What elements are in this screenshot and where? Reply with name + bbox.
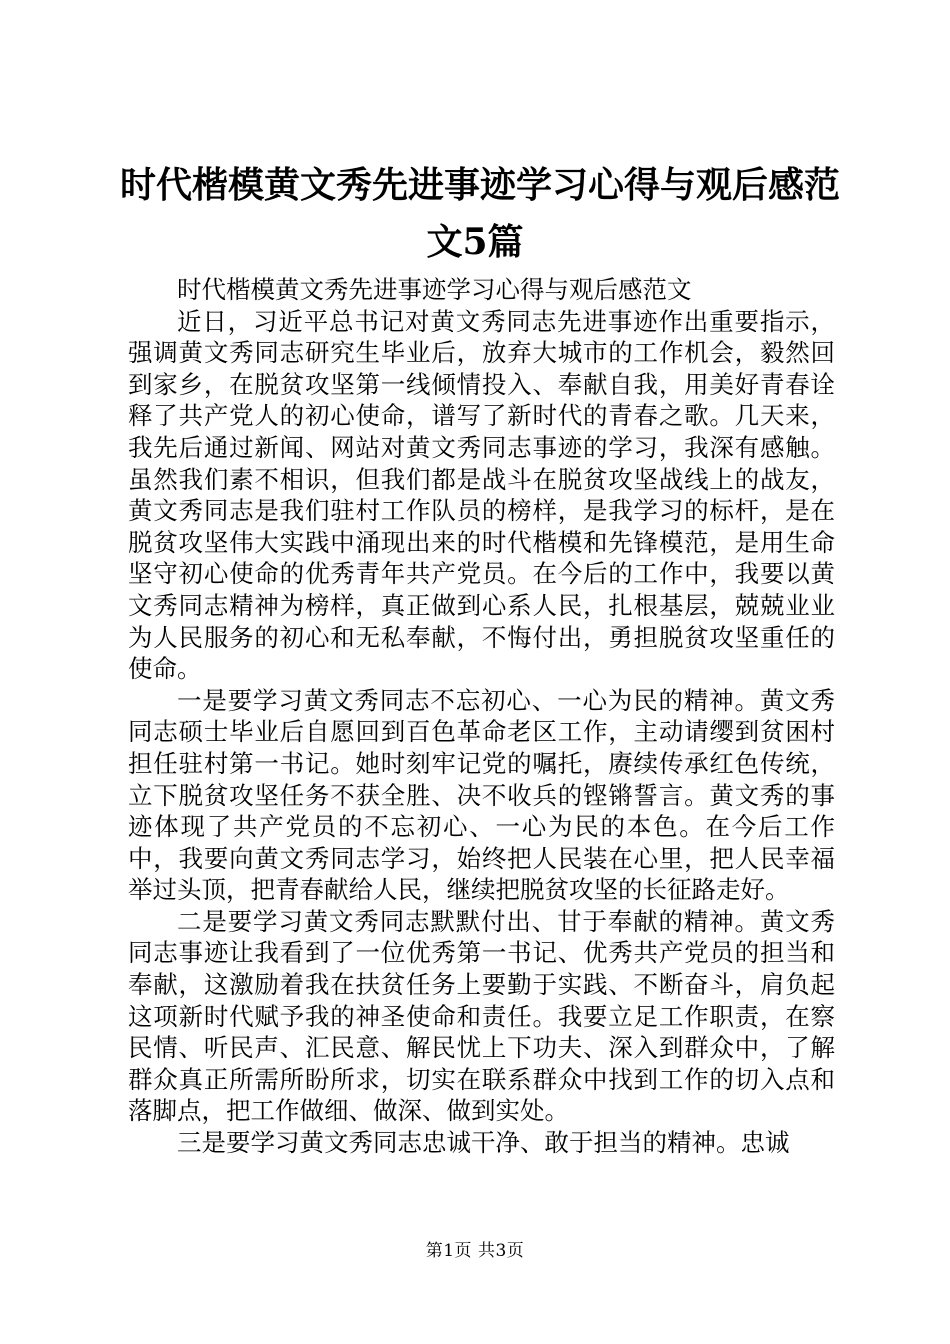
body-paragraph-intro: 近日，习近平总书记对黄文秀同志先进事迹作出重要指示，强调黄文秀同志研究生毕业后，放弃大城市的工作机会，毅然回到家乡，在脱贫攻坚第一线倾情投入、奉献自我，用美好青春诠释了共产党人的初心使命，谱写了新时代的青春之歌。几天来，我先后通过新闻、网站对黄文秀同志事迹的学习，我深有感触。虽然我们素不相识，但我们都是战斗在脱贫攻坚战线上的战友，黄文秀同志是我们驻村工作队员的榜样，是我学习的标杆，是在脱贫攻坚伟大实践中涌现出来的时代楷模和先锋模范，是用生命坚守初心使命的优秀青年共产党员。在今后的工作中，我要以黄文秀同志精神为榜样，真正做到心系人民，扎根基层，兢兢业业为人民服务的初心和无私奉献，不悔付出，勇担脱贫攻坚重任的使命。	[128, 306, 835, 684]
page-number-footer: 第1页 共3页	[425, 1241, 525, 1261]
body-paragraph-point-2: 二是要学习黄文秀同志默默付出、甘于奉献的精神。黄文秀同志事迹让我看到了一位优秀第一书记、优秀共产党员的担当和奉献，这激励着我在扶贫任务上要勤于实践、不断奋斗，肩负起这项新时代赋予我的神圣使命和责任。我要立足工作职责，在察民情、听民声、汇民意、解民忧上下功夫、深入到群众中，了解群众真正所需所盼所求，切实在联系群众中找到工作的切入点和落脚点，把工作做细、做深、做到实处。	[128, 906, 835, 1126]
body-paragraph-point-3: 三是要学习黄文秀同志忠诚干净、敢于担当的精神。忠诚	[177, 1128, 790, 1158]
document-title-line-2: 文5篇	[426, 221, 524, 263]
document-body	[128, 274, 835, 1159]
document-title-line-1: 时代楷模黄文秀先进事迹学习心得与观后感范	[120, 164, 841, 206]
subtitle-paragraph: 时代楷模黄文秀先进事迹学习心得与观后感范文	[177, 275, 692, 304]
body-paragraph-point-1: 一是要学习黄文秀同志不忘初心、一心为民的精神。黄文秀同志硕士毕业后自愿回到百色革命老区工作，主动请缨到贫困村担任驻村第一书记。她时刻牢记党的嘱托，赓续传承红色传统，立下脱贫攻坚任务不获全胜、决不收兵的铿锵誓言。黄文秀的事迹体现了共产党员的不忘初心、一心为民的本色。在今后工作中，我要向黄文秀同志学习，始终把人民装在心里，把人民幸福举过头顶，把青春献给人民，继续把脱贫攻坚的长征路走好。	[128, 685, 835, 905]
